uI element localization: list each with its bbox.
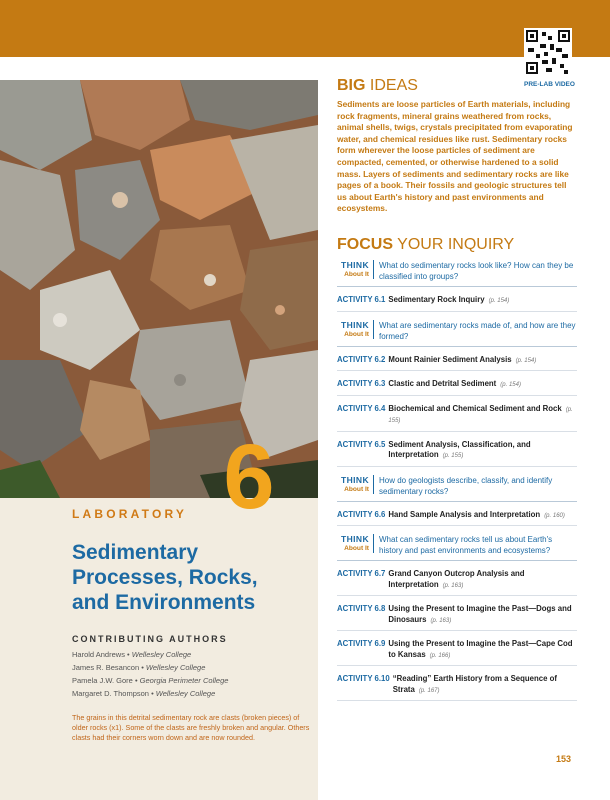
activity-label: ACTIVITY 6.1 <box>337 295 386 304</box>
think-tag <box>337 475 374 494</box>
activity-item[interactable] <box>337 508 577 527</box>
big-ideas-heading <box>337 77 418 95</box>
think-tag-label: THINK <box>341 534 369 544</box>
think-tag-label: THINK <box>341 260 369 270</box>
activity-label: ACTIVITY 6.6 <box>337 509 386 519</box>
activity-page: (p. 155) <box>442 453 464 459</box>
activity-item[interactable] <box>337 293 577 312</box>
focus-heading <box>337 236 514 254</box>
author-affiliation: Wellesley College <box>155 689 216 698</box>
activity-item[interactable] <box>337 438 577 467</box>
activity-label: ACTIVITY 6.7 <box>337 569 386 578</box>
photo-caption: The grains in this detrital sedimentary rock are clasts (broken pieces) of older rocks (x1). Some of the clasts are freshly broken and angular. Others clasts had their corners worn down and are now rounded. <box>72 713 310 742</box>
activity-page: (p. 163) <box>442 582 464 589</box>
activity-page: (p. 154) <box>500 382 521 388</box>
think-tag-label: THINK <box>341 474 369 485</box>
activity-title: Clastic and Detrital Sediment <box>388 379 497 388</box>
activity-title: Hand Sample Analysis and Interpretation <box>388 509 541 519</box>
think-tag-sub: About It <box>344 330 369 338</box>
activity-title: Biochemical and Chemical Sediment and Rock <box>388 403 562 413</box>
activity-page: (p. 163) <box>430 617 452 624</box>
think-question: How do geologists describe, classify, and identify sedimentary rocks? <box>379 475 553 496</box>
activity-title: Using the Present to Imagine the Past—Dogs and Dinosaurs <box>388 604 572 624</box>
author-name: Margaret D. Thompson <box>72 689 149 698</box>
author-name: James R. Besancon <box>72 663 140 672</box>
activity-page: (p. 154) <box>488 298 510 304</box>
chapter-title-line: Sedimentary <box>72 541 199 564</box>
big-ideas-text: Sediments are loose particles of Earth materials, including rock fragments, mineral grains weathered from rocks, animal shells, twigs, crystals precipitated from evaporating water, and chemical residues like rust. Sedimentary rocks form wherever the loose particles of sediment are compacted, cemented, or otherwise hardened to a solid mass. Layers of sediments and sedimentary rocks are like pages of a book. Their fossils and geologic structures tell us about Earth's history and past environments and ecosystems. <box>337 99 573 214</box>
activity-label: ACTIVITY 6.5 <box>337 439 386 449</box>
author-item: James R. Besancon • Wellesley College <box>72 663 206 672</box>
qr-code-icon[interactable] <box>524 28 572 76</box>
chapter-title-line: and Environments <box>72 591 256 614</box>
chapter-title-line: Processes, Rocks, <box>72 566 258 589</box>
think-about-it-item <box>337 258 577 287</box>
author-list <box>72 648 312 700</box>
think-question: What can sedimentary rocks tell us about Earth's history and past environments and ecosystems? <box>379 535 553 555</box>
activity-item[interactable] <box>337 602 577 631</box>
think-tag <box>337 534 374 553</box>
author-affiliation: Wellesley College <box>145 663 206 672</box>
contributors-heading: CONTRIBUTING AUTHORS <box>72 634 228 644</box>
header-band <box>0 0 610 57</box>
activity-label: ACTIVITY 6.3 <box>337 379 386 388</box>
chapter-number: 6 <box>223 426 275 528</box>
think-tag <box>337 320 374 339</box>
focus-heading-rest: YOUR INQUIRY <box>397 236 515 253</box>
think-tag-sub: About It <box>344 485 369 493</box>
activity-label: ACTIVITY 6.8 <box>337 604 386 613</box>
laboratory-label: LABORATORY <box>72 507 188 521</box>
think-about-it-item <box>337 473 577 502</box>
activity-title: Mount Rainier Sediment Analysis <box>388 354 512 364</box>
think-tag-label: THINK <box>341 319 369 330</box>
author-item: Harold Andrews • Wellesley College <box>72 650 192 659</box>
activity-label: ACTIVITY 6.2 <box>337 354 386 364</box>
author-affiliation: Wellesley College <box>131 650 192 659</box>
page-number: 153 <box>556 754 572 764</box>
think-tag-sub: About It <box>344 271 369 278</box>
activity-title: Using the Present to Imagine the Past—Cape Cod to Kansas <box>388 639 573 659</box>
author-item: Pamela J.W. Gore • Georgia Perimeter College <box>72 676 229 685</box>
think-question: What do sedimentary rocks look like? How can they be classified into groups? <box>379 261 574 281</box>
activity-item[interactable] <box>337 637 577 666</box>
activity-page: (p. 167) <box>418 687 440 694</box>
activity-page: (p. 154) <box>515 357 537 364</box>
think-tag <box>337 260 374 279</box>
activity-title: Grand Canyon Outcrop Analysis and Interpretation <box>388 569 525 589</box>
big-ideas-heading-rest: IDEAS <box>369 77 418 94</box>
activity-label: ACTIVITY 6.4 <box>337 403 386 413</box>
activity-item[interactable] <box>337 353 577 372</box>
author-affiliation: Georgia Perimeter College <box>139 676 229 685</box>
author-name: Pamela J.W. Gore <box>72 676 133 685</box>
activity-page: (p. 160) <box>544 512 565 519</box>
author-item: Margaret D. Thompson • Wellesley College <box>72 689 216 698</box>
activity-title: “Reading” Earth History from a Sequence of Strata <box>392 674 557 694</box>
big-ideas-heading-bold: BIG <box>337 77 366 94</box>
activity-label: ACTIVITY 6.9 <box>337 639 386 648</box>
author-name: Harold Andrews <box>72 650 125 659</box>
think-tag-sub: About It <box>344 545 369 552</box>
activity-page: (p. 166) <box>429 652 451 659</box>
activity-title: Sedimentary Rock Inquiry <box>388 295 485 304</box>
think-about-it-item <box>337 532 577 561</box>
activity-label: ACTIVITY 6.10 <box>337 674 390 683</box>
activity-item[interactable] <box>337 567 577 596</box>
inquiry-list <box>337 258 577 707</box>
activity-page: (p. 155) <box>388 406 573 424</box>
activity-item[interactable] <box>337 377 577 396</box>
focus-heading-bold: FOCUS <box>337 236 393 253</box>
chapter-title <box>72 540 312 615</box>
activity-title: Sediment Analysis, Classification, and Interpretation <box>388 439 531 459</box>
activity-item[interactable] <box>337 672 577 701</box>
think-question: What are sedimentary rocks made of, and how are they formed? <box>379 320 576 341</box>
activity-item[interactable] <box>337 402 577 432</box>
pre-lab-video-label[interactable]: PRE-LAB VIDEO <box>524 81 575 88</box>
think-about-it-item <box>337 318 577 347</box>
